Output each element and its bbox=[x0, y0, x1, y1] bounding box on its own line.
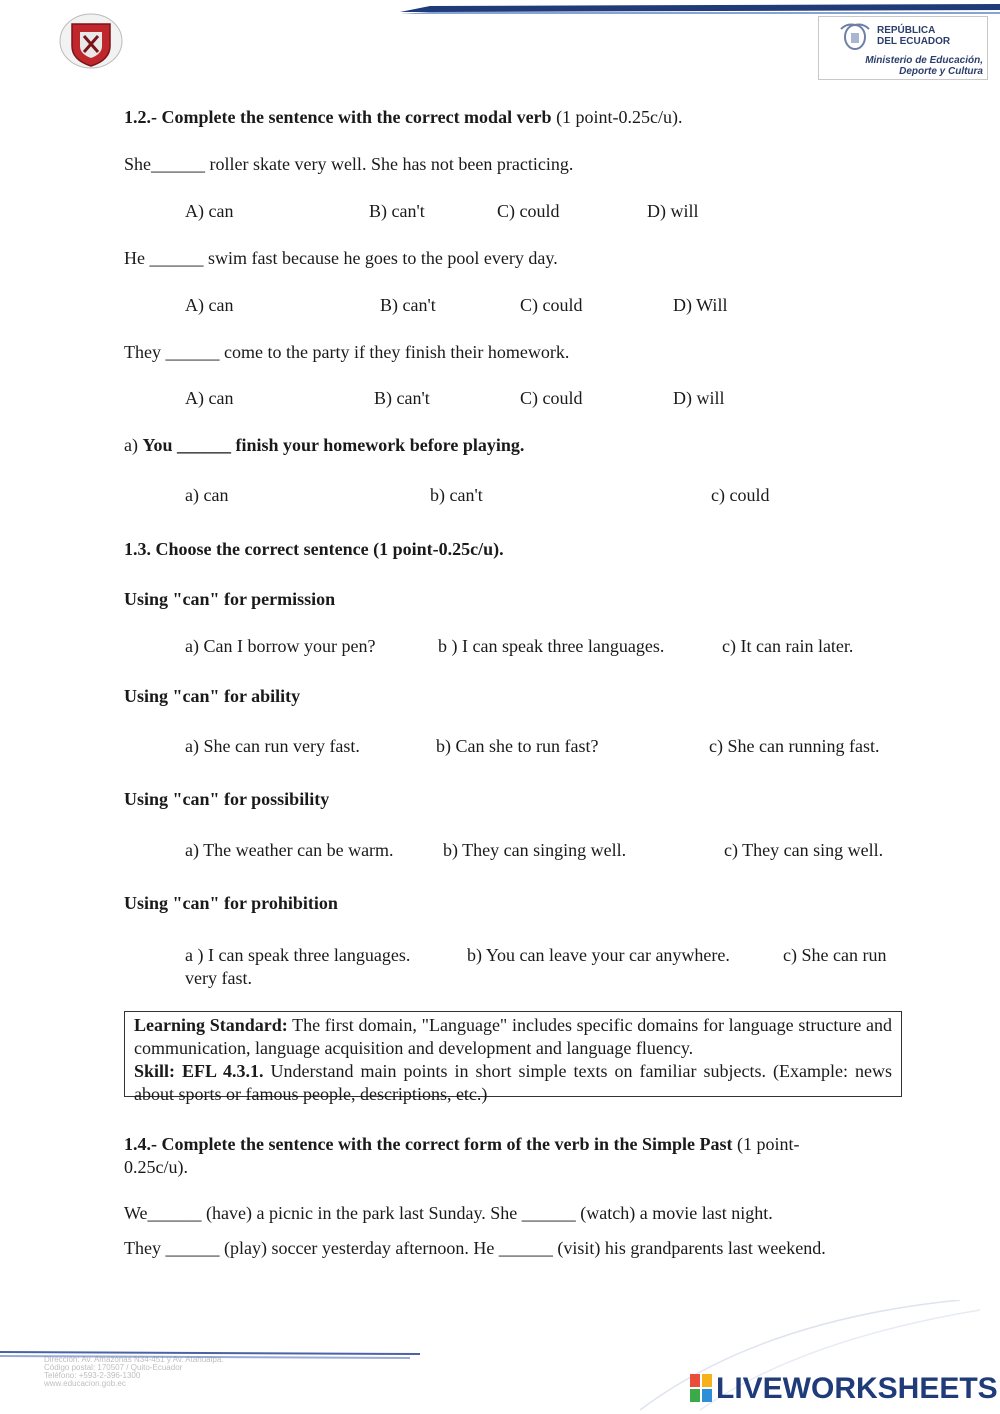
ministry-logo bbox=[818, 16, 988, 80]
question-sentence: a) You ______ finish your homework before playing. bbox=[124, 435, 525, 455]
skill-text: Understand main points in short simple texts on familiar subjects. (Example: news about sports or famous people, descriptions, etc.) bbox=[134, 1061, 892, 1104]
answer-option[interactable]: b) You can leave your car anywhere. bbox=[467, 945, 730, 965]
group-heading: Using "can" for permission bbox=[124, 589, 336, 609]
answer-option[interactable]: b) Can she to run fast? bbox=[436, 736, 599, 756]
section-1-4-title: 1.4.- Complete the sentence with the correct form of the verb in the Simple Past (1 point- 0.25c/u). bbox=[124, 1134, 800, 1177]
answer-option[interactable]: C) could bbox=[520, 295, 583, 315]
header-band bbox=[400, 0, 1000, 14]
learning-standard-box bbox=[124, 1011, 902, 1104]
section-1-2-title: 1.2.- Complete the sentence with the correct modal verb (1 point-0.25c/u). bbox=[124, 107, 683, 127]
ecuador-coat-of-arms-icon bbox=[837, 21, 873, 53]
answer-option[interactable]: a) Can I borrow your pen? bbox=[185, 636, 376, 656]
answer-option[interactable]: c) She can run bbox=[783, 945, 887, 965]
skill-label: Skill: EFL 4.3.1. bbox=[134, 1061, 264, 1081]
section-1-3-title: 1.3. Choose the correct sentence (1 point-0.25c/u). bbox=[124, 539, 504, 559]
fill-in-sentence: We______ (have) a picnic in the park last Sunday. She ______ (watch) a movie last night. bbox=[124, 1203, 773, 1223]
question-sentence: She______ roller skate very well. She has not been practicing. bbox=[124, 154, 574, 174]
answer-option[interactable]: B) can't bbox=[380, 295, 436, 315]
answer-option[interactable]: C) could bbox=[497, 201, 560, 221]
ministry-name: Ministerio de Educación, Deporte y Cultura bbox=[865, 55, 983, 77]
answer-option[interactable]: b) They can singing well. bbox=[443, 840, 627, 860]
question-sentence: They ______ come to the party if they finish their homework. bbox=[124, 342, 570, 362]
answer-option[interactable]: D) will bbox=[673, 388, 725, 408]
answer-option[interactable]: B) can't bbox=[369, 201, 425, 221]
question-sentence: He ______ swim fast because he goes to the pool every day. bbox=[124, 248, 558, 268]
answer-option[interactable]: A) can bbox=[185, 201, 234, 221]
answer-option[interactable]: b) can't bbox=[430, 485, 483, 505]
answer-option[interactable]: c) She can running fast. bbox=[709, 736, 880, 756]
learning-standard-text: The first domain, "Language" includes specific domains for language structure and communication, language acquisition and development and language fluency. bbox=[134, 1015, 892, 1058]
group-heading: Using "can" for prohibition bbox=[124, 893, 338, 913]
answer-option[interactable]: a ) I can speak three languages. bbox=[185, 945, 411, 965]
liveworksheets-watermark[interactable]: LIVEWORKSHEETS bbox=[690, 1372, 998, 1406]
answer-option[interactable]: a) can bbox=[185, 485, 229, 505]
answer-option[interactable]: b ) I can speak three languages. bbox=[438, 636, 665, 656]
learning-standard-label: Learning Standard: bbox=[134, 1015, 288, 1035]
answer-option[interactable]: c) could bbox=[711, 485, 770, 505]
answer-option[interactable]: c) It can rain later. bbox=[722, 636, 854, 656]
fill-in-sentence: They ______ (play) soccer yesterday afternoon. He ______ (visit) his grandparents last weekend. bbox=[124, 1238, 826, 1258]
answer-option[interactable]: c) They can sing well. bbox=[724, 840, 884, 860]
answer-option[interactable]: C) could bbox=[520, 388, 583, 408]
answer-option[interactable]: a) She can run very fast. bbox=[185, 736, 360, 756]
answer-option[interactable]: A) can bbox=[185, 295, 234, 315]
answer-option[interactable]: D) Will bbox=[673, 295, 728, 315]
answer-option[interactable]: A) can bbox=[185, 388, 234, 408]
liveworksheets-logo-icon bbox=[690, 1374, 712, 1402]
group-heading: Using "can" for ability bbox=[124, 686, 301, 706]
group-heading: Using "can" for possibility bbox=[124, 789, 330, 809]
footer-address: Dirección: Av. Amazonas N34-451 y Av. Atahualpa. Código postal: 170507 / Quito-Ecuador Teléfono: +593-2-396-1300 www.educacion.gob.ec bbox=[44, 1355, 224, 1388]
school-crest-logo bbox=[58, 12, 124, 70]
answer-option-continuation: very fast. bbox=[185, 968, 252, 988]
country-name: REPÚBLICA DEL ECUADOR bbox=[877, 25, 951, 47]
answer-option[interactable]: a) The weather can be warm. bbox=[185, 840, 394, 860]
answer-option[interactable]: B) can't bbox=[374, 388, 430, 408]
answer-option[interactable]: D) will bbox=[647, 201, 699, 221]
